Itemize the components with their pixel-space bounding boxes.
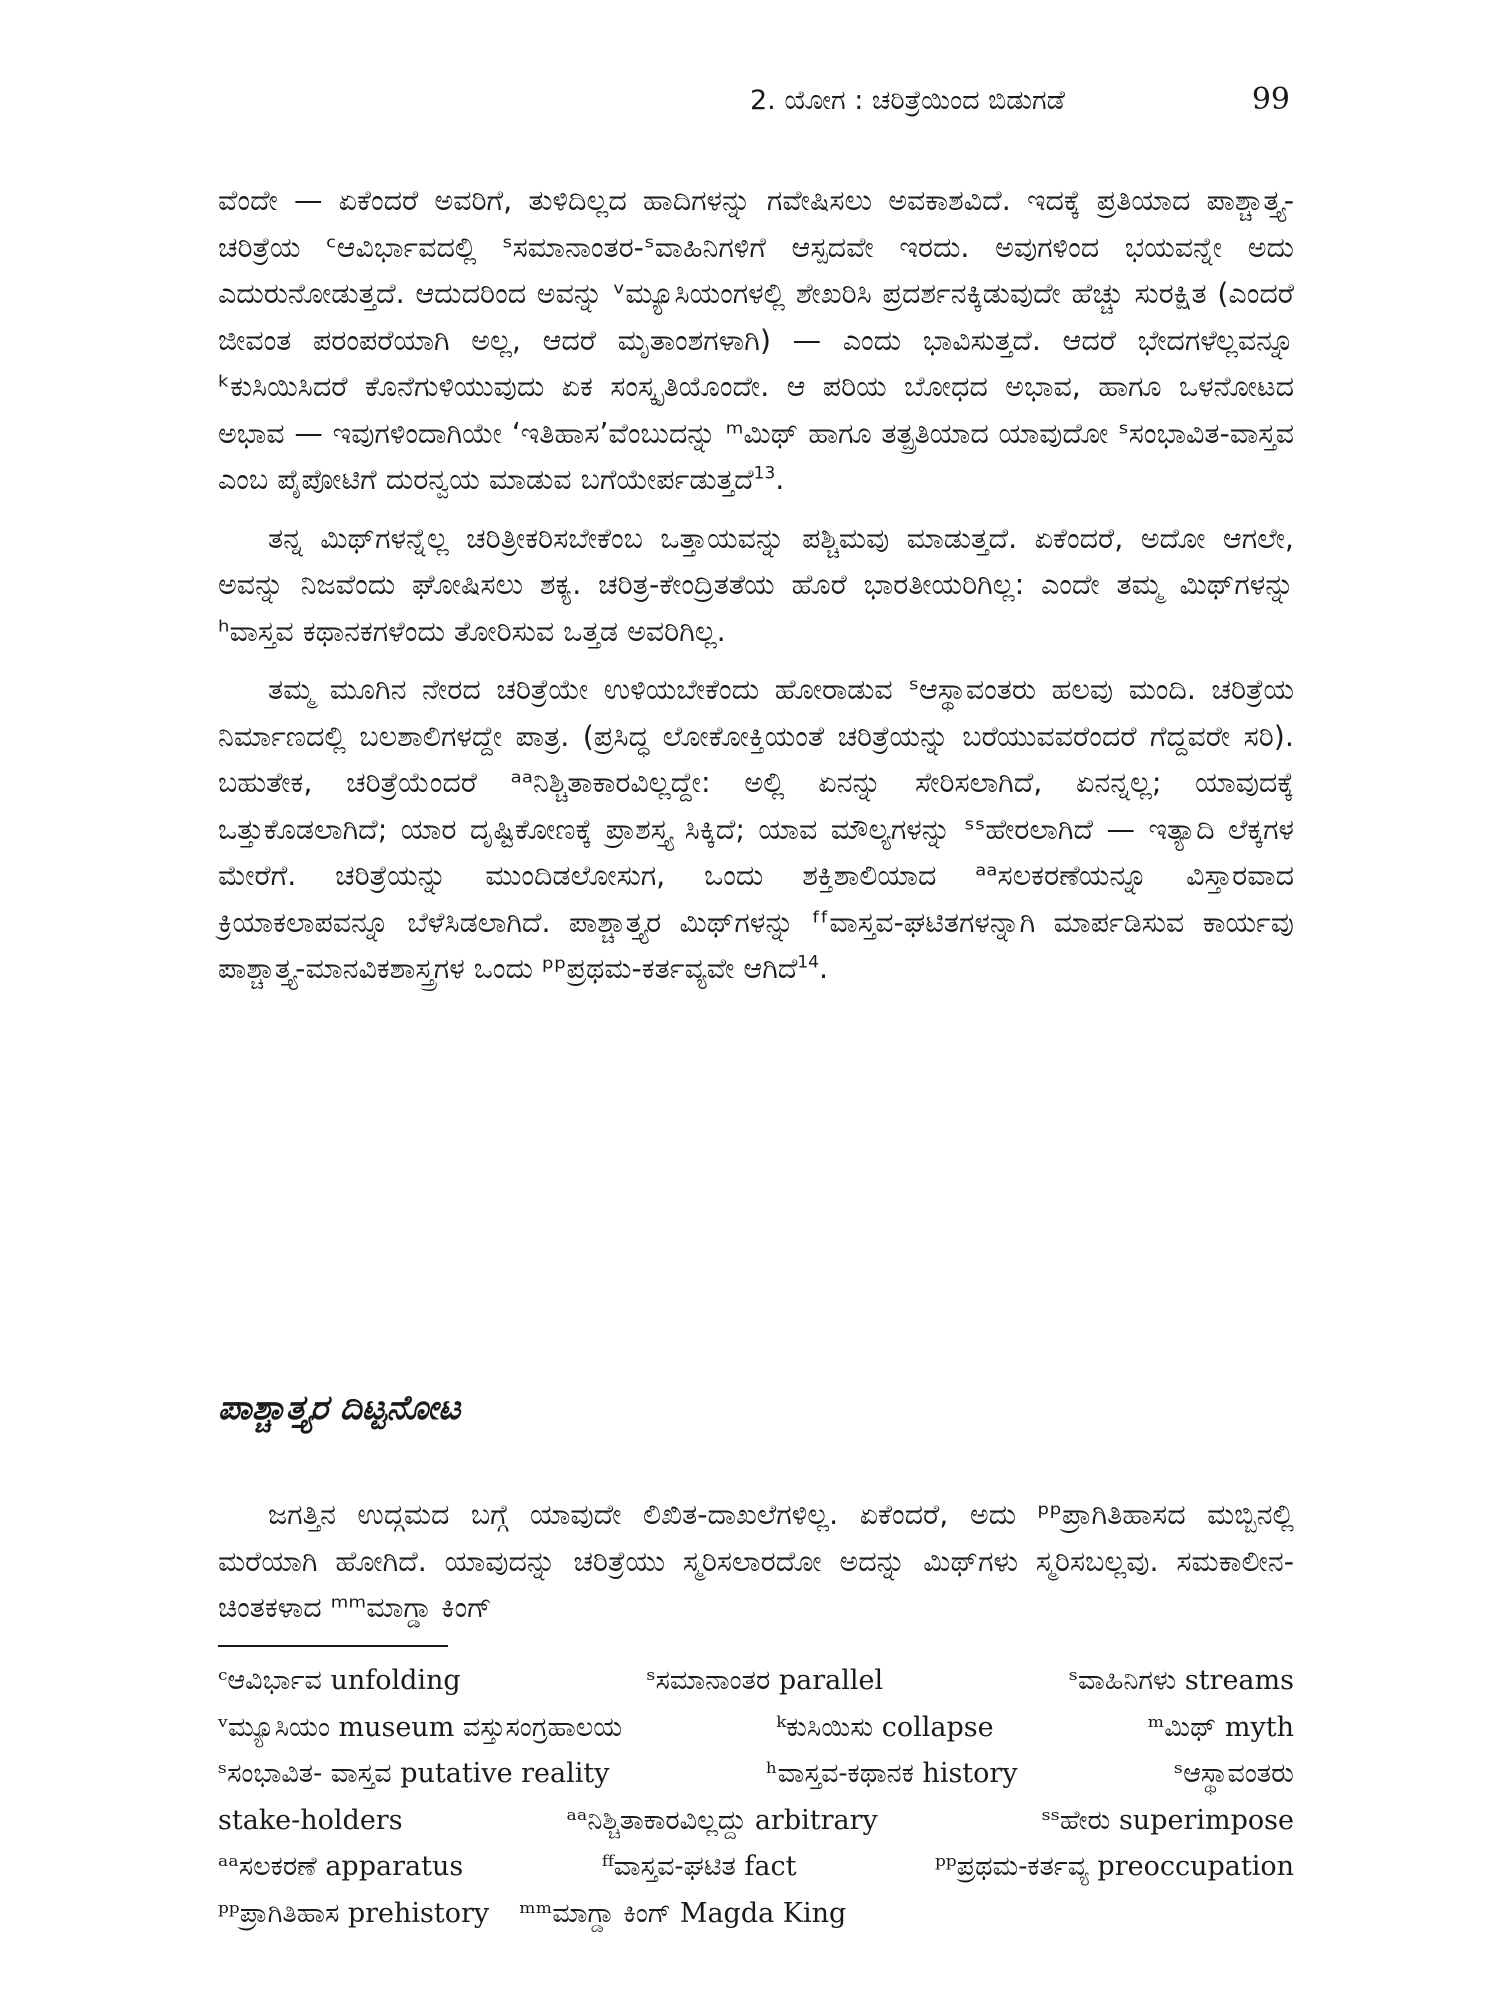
footnote-line: ᵃᵃಸಲಕರಣೆ apparatus ᶠᶠವಾಸ್ತವ-ಘಟಿತ fact ᵖᵖಪ್ರಥಮ-ಕರ್ತವ್ಯ preoccupation <box>218 1851 1294 1882</box>
footnote-line: ᶜಆವಿರ್ಭಾವ unfolding ˢಸಮಾನಾಂತರ parallel ˢವಾಹಿನಿಗಳು streams <box>218 1665 1294 1696</box>
section-paragraph: ಜಗತ್ತಿನ ಉದ್ಗಮದ ಬಗ್ಗೆ ಯಾವುದೇ ಲಿಖಿತ-ದಾಖಲೆಗಳಿಲ್ಲ. ಏಕೆಂದರೆ, ಅದು ᵖᵖಪ್ರಾಗಿತಿಹಾಸದ ಮಬ್ಬಿನಲ್ಲಿ ಮರೆಯಾಗಿ ಹೋಗಿದೆ. ಯಾವುದನ್ನು ಚರಿತ್ರೆಯು ಸ್ಮರಿಸಲಾರದೋ ಅದನ್ನು ಮಿಥ್‌ಗಳು ಸ್ಮರಿಸಬಲ್ಲವು. ಸಮಕಾಲೀನ-ಚಿಂತಕಳಾದ ᵐᵐಮಾಗ್ಡಾ ಕಿಂಗ್ <box>218 1498 1294 1624</box>
paragraph-1: ವೆಂದೇ — ಏಕೆಂದರೆ ಅವರಿಗೆ, ತುಳಿದಿಲ್ಲದ ಹಾದಿಗಳನ್ನು ಗವೇಷಿಸಲು ಅವಕಾಶವಿದೆ. ಇದಕ್ಕೆ ಪ್ರತಿಯಾದ ಪಾಶ್ಚಾತ್ತ್ಯ-ಚರಿತ್ರೆಯ ᶜಆವಿರ್ಭಾವದಲ್ಲಿ ˢಸಮಾನಾಂತರ-ˢವಾಹಿನಿಗಳಿಗೆ ಆಸ್ಪದವೇ ಇರದು. ಅವುಗಳಿಂದ ಭಯವನ್ನೇ ಅದು ಎದುರುನೋಡುತ್ತದೆ. ಆದುದರಿಂದ ಅವನ್ನು ᵛಮ್ಯೂಸಿಯಂಗಳಲ್ಲಿ ಶೇಖರಿಸಿ ಪ್ರದರ್ಶನಕ್ಕಿಡುವುದೇ ಹೆಚ್ಚು ಸುರಕ್ಷಿತ (ಎಂದರೆ ಜೀವಂತ ಪರಂಪರೆಯಾಗಿ ಅಲ್ಲ, ಆದರೆ ಮೃತಾಂಶಗಳಾಗಿ) — ಎಂದು ಭಾವಿಸುತ್ತದೆ. ಆದರೆ ಭೇದಗಳೆಲ್ಲವನ್ನೂ ᵏಕುಸಿಯಿಸಿದರೆ ಕೊನೆಗುಳಿಯುವುದು ಏಕ ಸಂಸ್ಕೃತಿಯೊಂದೇ. ಆ ಪರಿಯ ಬೋಧದ ಅಭಾವ, ಹಾಗೂ ಒಳನೋಟದ ಅಭಾವ — ಇವುಗಳಿಂದಾಗಿಯೇ ‘ಇತಿಹಾಸ’ವೆಂಬುದನ್ನು ᵐಮಿಥ್ ಹಾಗೂ ತತ್ಪ್ರತಿಯಾದ ಯಾವುದೋ ˢಸಂಭಾವಿತ-ವಾಸ್ತವ ಎಂಬ ಪೈಪೋಟಿಗೆ ದುರನ್ವಯ ಮಾಡುವ ಬಗೆಯೇರ್ಪಡುತ್ತದೆ$^{13}$. <box>218 184 1294 496</box>
paragraph-3: ತಮ್ಮ ಮೂಗಿನ ನೇರದ ಚರಿತ್ರೆಯೇ ಉಳಿಯಬೇಕೆಂದು ಹೋರಾಡುವ ˢಆಸ್ಥಾವಂತರು ಹಲವು ಮಂದಿ. ಚರಿತ್ರೆಯ ನಿರ್ಮಾಣದಲ್ಲಿ ಬಲಶಾಲಿಗಳದ್ದೇ ಪಾತ್ರ. (ಪ್ರಸಿದ್ಧ ಲೋಕೋಕ್ತಿಯಂತೆ ಚರಿತ್ರೆಯನ್ನು ಬರೆಯುವವರೆಂದರೆ ಗೆದ್ದವರೇ ಸರಿ). ಬಹುತೇಕ, ಚರಿತ್ರೆಯೆಂದರೆ ᵃᵃನಿಶ್ಚಿತಾಕಾರವಿಲ್ಲದ್ದೇ: ಅಲ್ಲಿ ಏನನ್ನು ಸೇರಿಸಲಾಗಿದೆ, ಏನನ್ನಲ್ಲ; ಯಾವುದಕ್ಕೆ ಒತ್ತುಕೊಡಲಾಗಿದೆ; ಯಾರ ದೃಷ್ಟಿಕೋಣಕ್ಕೆ ಪ್ರಾಶಸ್ತ್ಯ ಸಿಕ್ಕಿದೆ; ಯಾವ ಮೌಲ್ಯಗಳನ್ನು ˢˢಹೇರಲಾಗಿದೆ — ಇತ್ಯಾದಿ ಲೆಕ್ಕಗಳ ಮೇರೆಗೆ. ಚರಿತ್ರೆಯನ್ನು ಮುಂದಿಡಲೋಸುಗ, ಒಂದು ಶಕ್ತಿಶಾಲಿಯಾದ ᵃᵃಸಲಕರಣೆಯನ್ನೂ ವಿಸ್ತಾರವಾದ ಕ್ರಿಯಾಕಲಾಪವನ್ನೂ ಬೆಳೆಸಿಡಲಾಗಿದೆ. ಪಾಶ್ಚಾತ್ತ್ಯರ ಮಿಥ್‌ಗಳನ್ನು ᶠᶠವಾಸ್ತವ-ಘಟಿತಗಳನ್ನಾಗಿ ಮಾರ್ಪಡಿಸುವ ಕಾರ್ಯವು ಪಾಶ್ಚಾತ್ತ್ಯ-ಮಾನವಿಕಶಾಸ್ತ್ರಗಳ ಒಂದು ᵖᵖಪ್ರಥಮ-ಕರ್ತವ್ಯವೇ ಆಗಿದೆ$^{14}$. <box>218 673 1294 985</box>
footnote-line: ˢಸಂಭಾವಿತ- ವಾಸ್ತವ putative reality ʰವಾಸ್ತವ-ಕಥಾನಕ history ˢಆಸ್ಥಾವಂತರು <box>218 1758 1294 1789</box>
footnote-line: ᵛಮ್ಯೂಸಿಯಂ museum ವಸ್ತುಸಂಗ್ರಹಾಲಯ ᵏಕುಸಿಯಿಸು collapse ᵐಮಿಥ್ myth <box>218 1711 1294 1743</box>
chapter-title: 2. ಯೋಗ : ಚರಿತ್ರೆಯಿಂದ ಬಿಡುಗಡೆ <box>750 85 1065 116</box>
section-text <box>218 1492 1294 1632</box>
section-heading: ಪಾಶ್ಚಾತ್ತ್ಯರ ದಿಟ್ಟನೋಟ <box>218 1388 461 1428</box>
footnote-divider <box>218 1645 448 1647</box>
footnote-marker-13: 13 <box>753 463 776 484</box>
footnotes <box>218 1658 1294 1937</box>
main-text <box>218 178 1294 993</box>
paragraph-2: ತನ್ನ ಮಿಥ್‌ಗಳನ್ನೆಲ್ಲ ಚರಿತ್ರೀಕರಿಸಬೇಕೆಂಬ ಒತ್ತಾಯವನ್ನು ಪಶ್ಚಿಮವು ಮಾಡುತ್ತದೆ. ಏಕೆಂದರೆ, ಅದೋ ಆಗಲೇ, ಅವನ್ನು ನಿಜವೆಂದು ಘೋಷಿಸಲು ಶಕ್ಯ. ಚರಿತ್ರ-ಕೇಂದ್ರಿತತೆಯ ಹೊರೆ ಭಾರತೀಯರಿಗಿಲ್ಲ: ಎಂದೇ ತಮ್ಮ ಮಿಥ್‌ಗಳನ್ನು ʰವಾಸ್ತವ ಕಥಾನಕಗಳೆಂದು ತೋರಿಸುವ ಒತ್ತಡ ಅವರಿಗಿಲ್ಲ. <box>218 521 1294 648</box>
page-number: 99 <box>1251 82 1290 117</box>
running-header <box>750 82 1290 117</box>
footnote-marker-14: 14 <box>797 952 819 973</box>
footnote-line: stake-holders ᵃᵃನಿಶ್ಚಿತಾಕಾರವಿಲ್ಲದ್ದು arbitrary ˢˢಹೇರು superimpose <box>218 1804 1294 1836</box>
footnote-line: ᵖᵖಪ್ರಾಗಿತಿಹಾಸ prehistory ᵐᵐಮಾಗ್ಡಾ ಕಿಂಗ್ Magda King <box>218 1897 847 1929</box>
